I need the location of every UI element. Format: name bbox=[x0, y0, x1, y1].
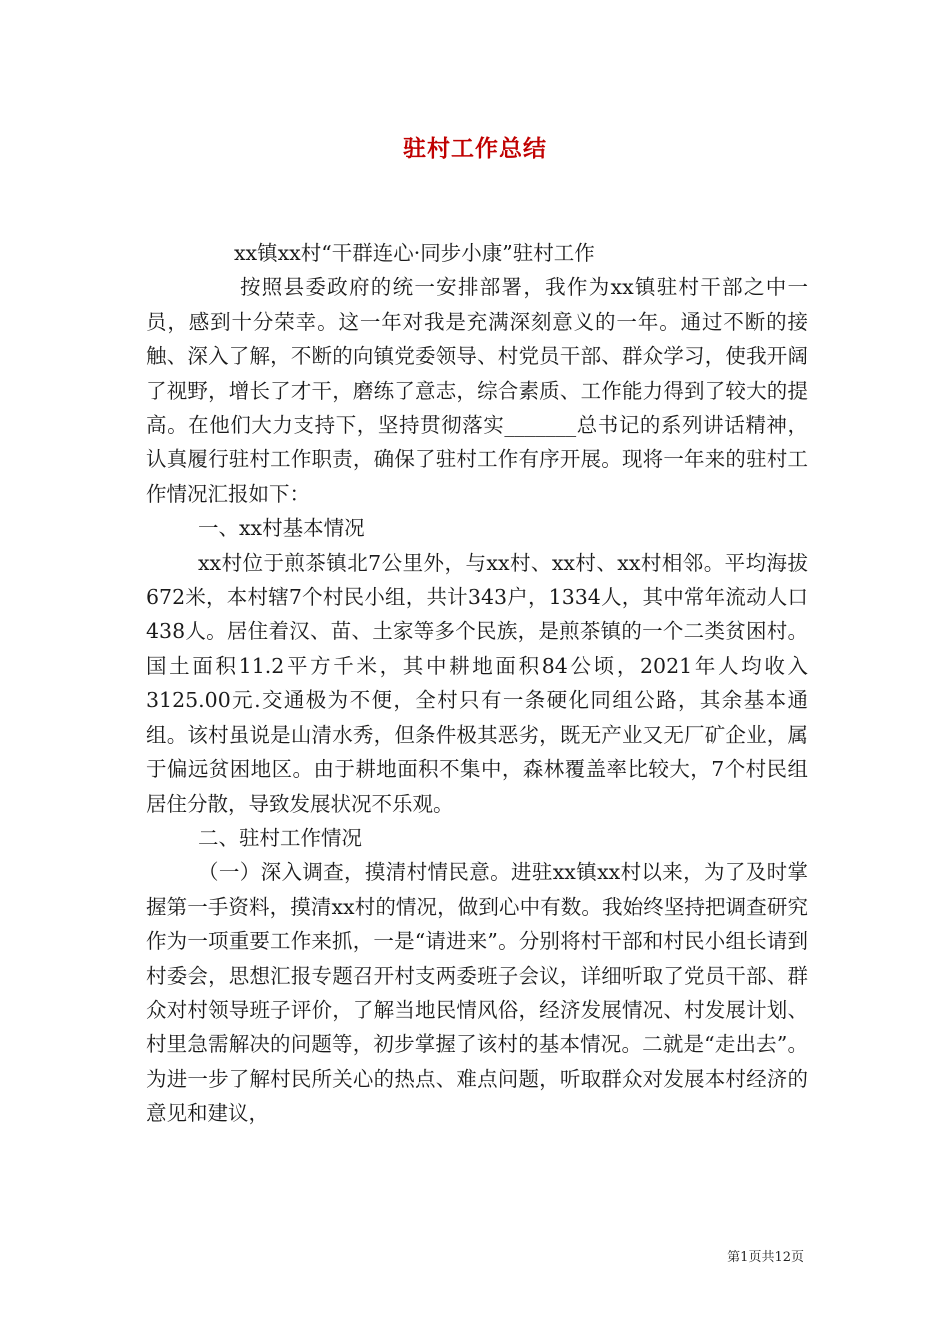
section-heading-2: 二、驻村工作情况 bbox=[198, 825, 362, 850]
document-title: 驻村工作总结 bbox=[403, 136, 547, 162]
paragraph-basic-info: xx村位于煎茶镇北7公里外，与xx村、xx村、xx村相邻。平均海拔672米，本村辖7个村民小组，共计343户，1334人，其中常年流动人口438人。居住着汉、苗、土家等多个民族，是煎茶镇的一个二类贫困村。国土面积11.2平方千米，其中耕地面积84公顷，2021年人均收入3125.00元.交通极为不便，全村只有一条硬化同组公路，其余基本通组。该村虽说是山清水秀，但条件极其恶劣，既无产业又无厂矿企业，属于偏远贫困地区。由于耕地面积不集中，森林覆盖率比较大，7个村民组居住分散，导致发展状况不乐观。 bbox=[146, 550, 808, 816]
document-subtitle: xx镇xx村“干群连心·同步小康”驻村工作 bbox=[234, 241, 595, 265]
paragraph-work-1: （一）深入调查，摸清村情民意。进驻xx镇xx村以来，为了及时掌握第一手资料，摸清xx村的情况，做到心中有数。我始终坚持把调查研究作为一项重要工作来抓，一是“请进来”。分别将村干部和村民小组长请到村委会，思想汇报专题召开村支两委班子会议，详细听取了党员干部、群众对村领导班子评价，了解当地民情风俗，经济发展情况、村发展计划、村里急需解决的问题等，初步掌握了该村的基本情况。二就是“走出去”。为进一步了解村民所关心的热点、难点问题，听取群众对发展本村经济的意见和建议， bbox=[146, 860, 808, 1126]
paragraph-intro: 按照县委政府的统一安排部署，我作为xx镇驻村干部之中一员，感到十分荣幸。这一年对我是充满深刻意义的一年。通过不断的接触、深入了解，不断的向镇党委领导、村党员干部、群众学习，使我开阔了视野，增长了才干，磨练了意志，综合素质、工作能力得到了较大的提高。在他们大力支持下，坚持贯彻落实_______总书记的系列讲话精神，认真履行驻村工作职责，确保了驻村工作有序开展。现将一年来的驻村工作情况汇报如下： bbox=[146, 275, 808, 506]
page-number: 第1页共12页 bbox=[727, 1250, 804, 1265]
document-body bbox=[146, 236, 808, 1131]
section-heading-1: 一、xx村基本情况 bbox=[198, 516, 365, 541]
